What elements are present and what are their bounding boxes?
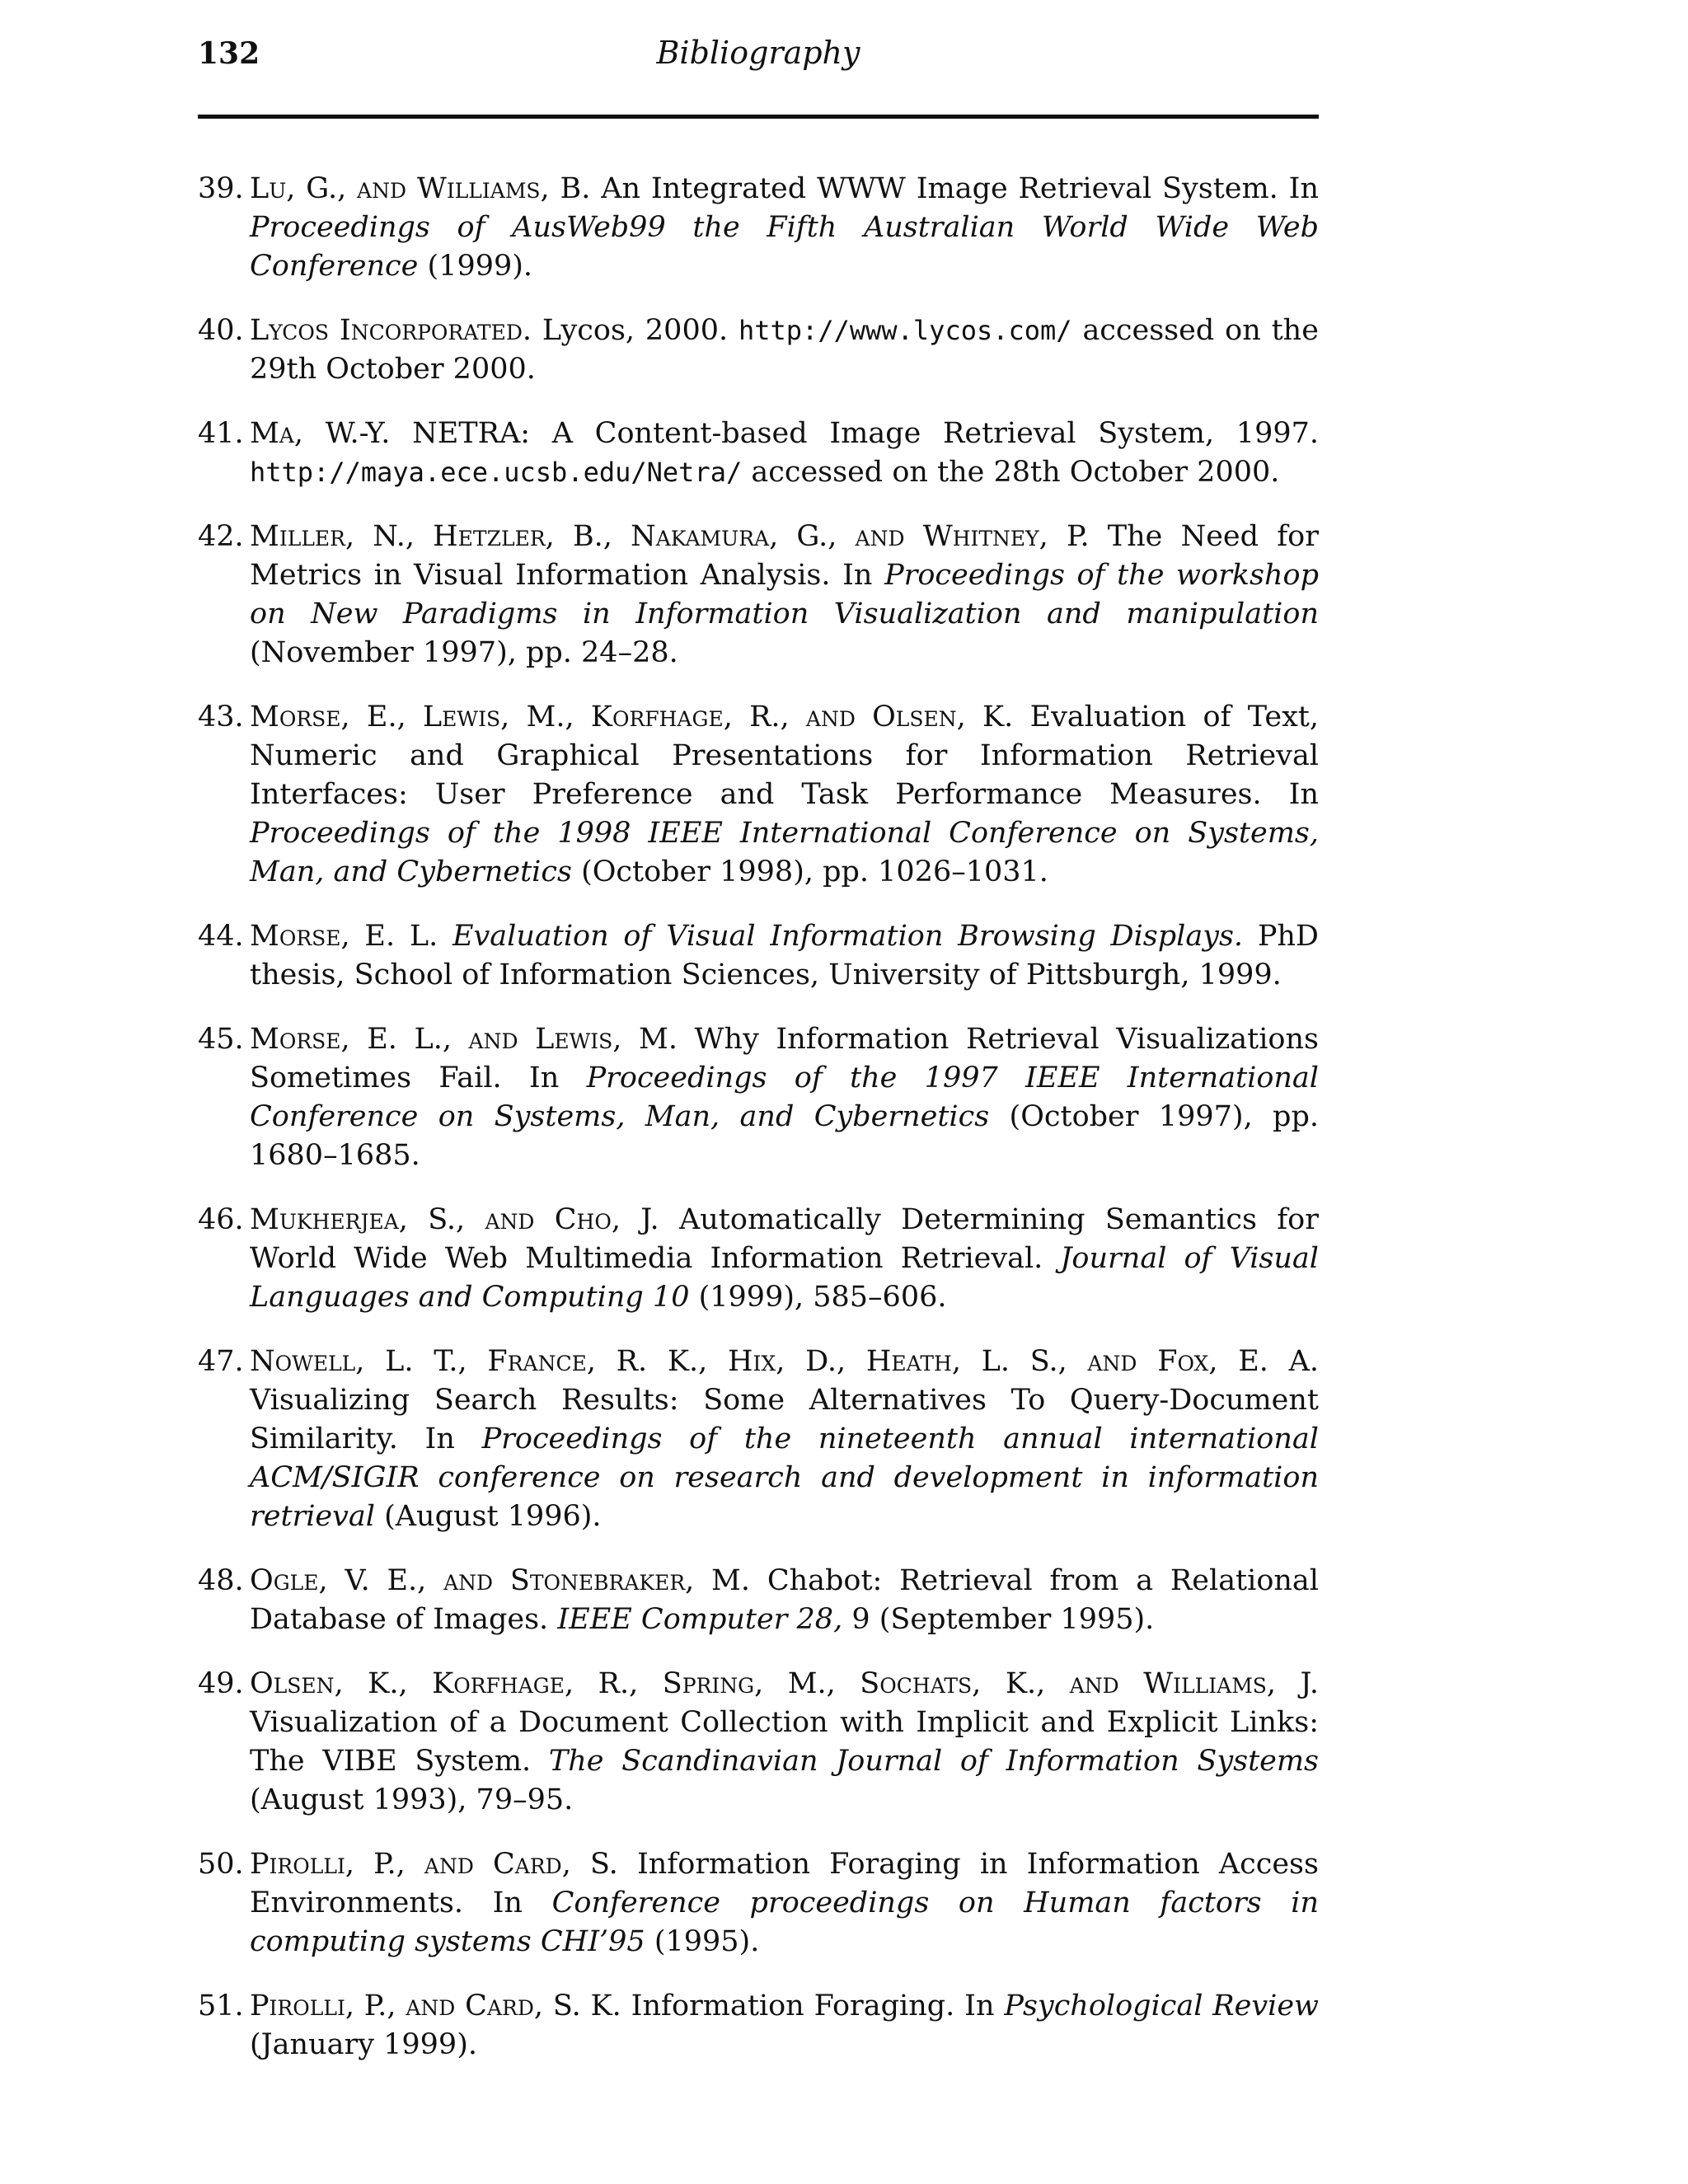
reference-details: (October 1997), pp. 1680–1685.	[250, 1100, 1319, 1172]
page-number: 132	[198, 36, 260, 71]
reference-item	[198, 1665, 1319, 1820]
reference-authors: Morse, E. L., and Lewis, M.	[250, 1023, 678, 1056]
reference-details: (October 1998), pp. 1026–1031.	[581, 855, 1048, 888]
running-title: Bibliography	[656, 35, 860, 71]
reference-title: Chabot: Retrieval from a Relational Database of Images.	[250, 1564, 1319, 1636]
reference-item	[198, 312, 1319, 389]
reference-number: 46.	[198, 1203, 244, 1236]
reference-details: accessed on the 29th October 2000.	[250, 314, 1319, 386]
reference-details: (January 1999).	[250, 2028, 477, 2061]
reference-authors: Morse, E. L.	[250, 920, 438, 953]
reference-details: (1999).	[427, 250, 533, 283]
reference-number: 50.	[198, 1848, 244, 1881]
reference-details: (August 1993), 79–95.	[250, 1783, 574, 1816]
reference-item	[198, 170, 1319, 286]
reference-list	[198, 170, 1319, 2090]
reference-venue: Evaluation of Visual Information Browsing Displays.	[452, 920, 1244, 953]
reference-item	[198, 1020, 1319, 1175]
reference-authors: Pirolli, P., and Card, S.	[250, 1848, 618, 1881]
reference-title: Visualization of a Document Collection with Implicit and Explicit Links: The VIBE System.	[250, 1706, 1319, 1778]
reference-authors: Pirolli, P., and Card, S. K.	[250, 1990, 621, 2022]
reference-number: 48.	[198, 1564, 244, 1597]
reference-details: (August 1996).	[384, 1500, 602, 1533]
reference-url[interactable]: http://maya.ece.ucsb.edu/Netra/	[250, 457, 743, 488]
reference-item	[198, 1562, 1319, 1639]
reference-number: 51.	[198, 1990, 244, 2022]
reference-item	[198, 415, 1319, 492]
reference-venue: Proceedings of the nineteenth annual international ACM/SIGIR conference on research and development in information retrieval	[250, 1422, 1319, 1533]
reference-title: Why Information Retrieval Visualizations Sometimes Fail. In	[250, 1023, 1319, 1094]
reference-item	[198, 518, 1319, 673]
reference-venue: The Scandinavian Journal of Information Systems	[548, 1745, 1319, 1778]
reference-venue: Proceedings of AusWeb99 the Fifth Australian World Wide Web Conference	[250, 211, 1319, 283]
page-header	[198, 30, 1319, 79]
reference-authors: Lu, G., and Williams, B.	[250, 172, 591, 205]
header-rule	[198, 115, 1319, 119]
reference-details: PhD thesis, School of Information Sciences, University of Pittsburgh, 1999.	[250, 920, 1319, 991]
reference-details: (November 1997), pp. 24–28.	[250, 636, 678, 669]
reference-item	[198, 1201, 1319, 1317]
reference-details: accessed on the 28th October 2000.	[751, 456, 1280, 489]
reference-item	[198, 1845, 1319, 1961]
reference-details: 9 (September 1995).	[851, 1603, 1155, 1636]
reference-title: Visualizing Search Results: Some Alternatives To Query-Document Similarity. In	[250, 1384, 1319, 1455]
reference-authors: Nowell, L. T., France, R. K., Hix, D., Heath, L. S., and Fox, E. A.	[250, 1345, 1319, 1378]
reference-item	[198, 698, 1319, 892]
reference-venue: Psychological Review	[1004, 1990, 1319, 2022]
reference-number: 42.	[198, 520, 244, 553]
reference-venue: Journal of Visual Languages and Computing 10	[250, 1242, 1319, 1314]
reference-number: 44.	[198, 920, 244, 953]
reference-title: An Integrated WWW Image Retrieval System. In	[601, 172, 1319, 205]
reference-authors: Olsen, K., Korfhage, R., Spring, M., Sochats, K., and Williams, J.	[250, 1667, 1319, 1700]
reference-authors: Ogle, V. E., and Stonebraker, M.	[250, 1564, 751, 1597]
reference-title: NETRA: A Content-based Image Retrieval System, 1997.	[412, 417, 1319, 450]
reference-title: Evaluation of Text, Numeric and Graphical Presentations for Information Retrieval Interfaces: User Preference and Task Performance Measures. In	[250, 701, 1319, 811]
reference-title: Automatically Determining Semantics for World Wide Web Multimedia Information Retrieval.	[250, 1203, 1319, 1275]
reference-authors: Ma, W.-Y.	[250, 417, 391, 450]
reference-number: 47.	[198, 1345, 244, 1378]
reference-item	[198, 1343, 1319, 1536]
reference-authors: Morse, E., Lewis, M., Korfhage, R., and Olsen, K.	[250, 701, 1014, 733]
reference-number: 45.	[198, 1023, 244, 1056]
reference-number: 39.	[198, 172, 244, 205]
reference-number: 43.	[198, 701, 244, 733]
reference-venue: IEEE Computer 28,	[557, 1603, 843, 1636]
reference-item	[198, 1987, 1319, 2064]
reference-authors: Miller, N., Hetzler, B., Nakamura, G., and Whitney, P.	[250, 520, 1090, 553]
reference-item	[198, 917, 1319, 995]
reference-venue: Proceedings of the 1997 IEEE International Conference on Systems, Man, and Cybernetics	[250, 1062, 1319, 1133]
reference-title: Information Foraging. In	[631, 1990, 995, 2022]
reference-number: 49.	[198, 1667, 244, 1700]
reference-venue: Proceedings of the workshop on New Paradigms in Information Visualization and manipulation	[250, 559, 1320, 630]
reference-title: The Need for Metrics in Visual Information Analysis. In	[250, 520, 1319, 592]
reference-authors: Lycos Incorporated.	[250, 314, 532, 347]
reference-authors: Mukherjea, S., and Cho, J.	[250, 1203, 659, 1236]
reference-details: (1995).	[654, 1925, 760, 1958]
reference-number: 40.	[198, 314, 244, 347]
reference-number: 41.	[198, 417, 244, 450]
reference-title: Lycos, 2000.	[542, 314, 729, 347]
reference-venue: Proceedings of the 1998 IEEE International Conference on Systems, Man, and Cybernetics	[250, 817, 1319, 888]
reference-venue: Conference proceedings on Human factors in computing systems CHI’95	[250, 1886, 1319, 1958]
reference-details: (1999), 585–606.	[698, 1281, 947, 1314]
reference-url[interactable]: http://www.lycos.com/	[738, 315, 1072, 346]
reference-title: Information Foraging in Information Access Environments. In	[250, 1848, 1319, 1919]
